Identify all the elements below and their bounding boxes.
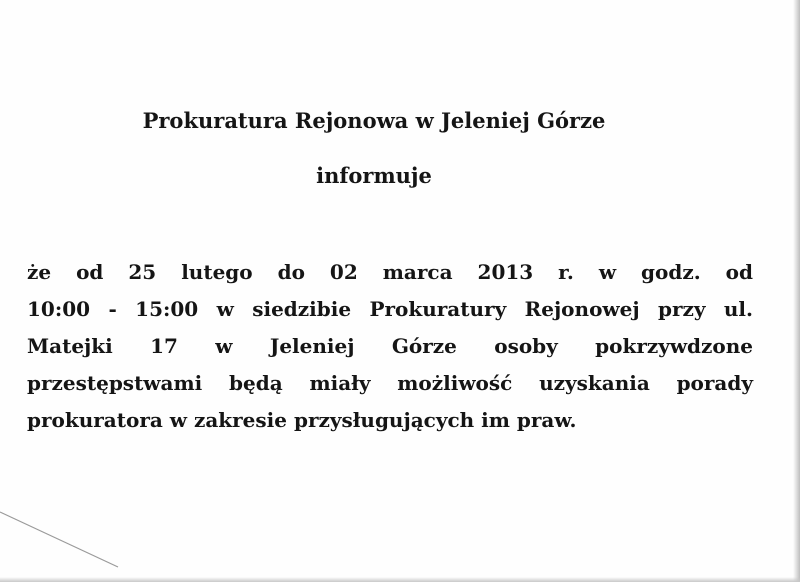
announcement-body bbox=[27, 254, 753, 439]
scan-bottom-shadow bbox=[0, 577, 800, 582]
body-line-5: prokuratora w zakresie przysługujących im praw. bbox=[27, 408, 577, 432]
scan-edge-shadow bbox=[793, 0, 800, 582]
body-line-1: że od 25 lutego do 02 marca 2013 r. w godz. od bbox=[27, 260, 753, 284]
body-line-4: przestępstwami będą miały możliwość uzyskania porady bbox=[27, 371, 753, 395]
document-subtitle: informuje bbox=[316, 163, 432, 188]
document-title: Prokuratura Rejonowa w Jeleniej Górze bbox=[142, 108, 606, 133]
body-line-3: Matejki 17 w Jeleniej Górze osoby pokrzywdzone bbox=[27, 334, 753, 358]
body-line-2: 10:00 - 15:00 w siedzibie Prokuratury Rejonowej przy ul. bbox=[27, 297, 753, 321]
